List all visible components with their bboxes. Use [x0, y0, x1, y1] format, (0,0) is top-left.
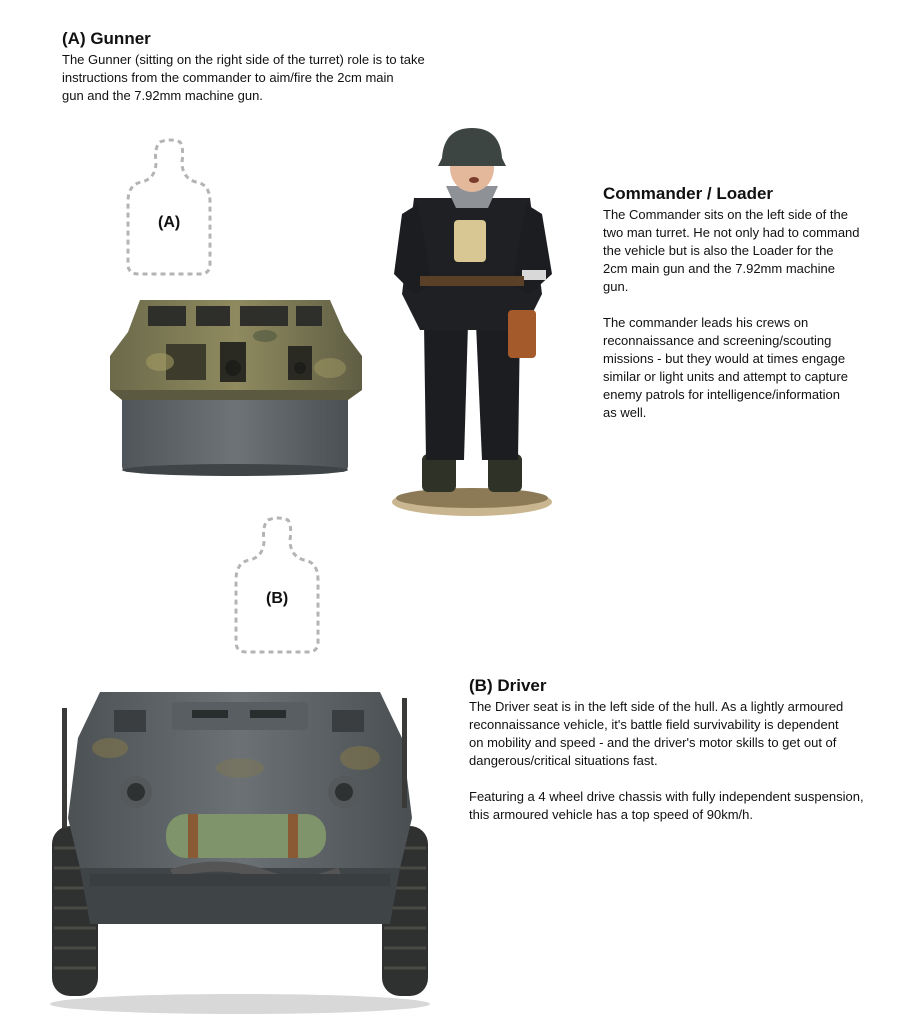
text-line: this armoured vehicle has a top speed of 90km/h.	[469, 807, 753, 822]
driver-title: (B) Driver	[469, 676, 547, 695]
gunner-description	[62, 51, 482, 105]
text-line: The Gunner (sitting on the right side of the turret) role is to take	[62, 52, 425, 67]
commander-section	[603, 184, 903, 422]
text-line: gun.	[603, 279, 629, 294]
text-line: The Commander sits on the left side of the	[603, 207, 848, 222]
commander-figure-image	[384, 124, 560, 520]
text-line: dangerous/critical situations fast.	[469, 753, 658, 768]
text-line: as well.	[603, 405, 647, 420]
text-line: Featuring a 4 wheel drive chassis with fully independent suspension,	[469, 789, 864, 804]
text-line: instructions from the commander to aim/fire the 2cm main	[62, 70, 394, 85]
text-line: on mobility and speed - and the driver's motor skills to get out of	[469, 735, 837, 750]
seat-outline-a	[124, 136, 216, 278]
text-line: two man turret. He not only had to command	[603, 225, 860, 240]
driver-description-role	[469, 698, 905, 770]
text-line: the vehicle but is also the Loader for the	[603, 243, 834, 258]
commander-description-missions	[603, 314, 903, 422]
text-line: similar or light units and attempt to capture	[603, 369, 848, 384]
text-line: reconnaissance and screening/scouting	[603, 333, 832, 348]
seat-label-a: (A)	[158, 214, 181, 231]
text-line: enemy patrols for intelligence/information	[603, 387, 841, 402]
text-line: The commander leads his crews on	[603, 315, 809, 330]
seat-outline-b	[232, 514, 324, 656]
text-line: reconnaissance vehicle, it's battle field survivability is dependent	[469, 717, 839, 732]
gunner-section	[62, 29, 482, 105]
seat-label-b: (B)	[266, 590, 289, 607]
text-line: The Driver seat is in the left side of the hull. As a lightly armoured	[469, 699, 844, 714]
text-line: 2cm main gun and the 7.92mm machine	[603, 261, 835, 276]
commander-description-role	[603, 206, 903, 296]
armoured-car-image	[40, 668, 440, 1018]
text-line: gun and the 7.92mm machine gun.	[62, 88, 263, 103]
turret-image	[100, 292, 372, 482]
text-line: missions - but they would at times engage	[603, 351, 846, 366]
driver-section	[469, 676, 905, 824]
gunner-title: (A) Gunner	[62, 29, 151, 48]
commander-title: Commander / Loader	[603, 184, 774, 203]
driver-description-specs	[469, 788, 905, 824]
